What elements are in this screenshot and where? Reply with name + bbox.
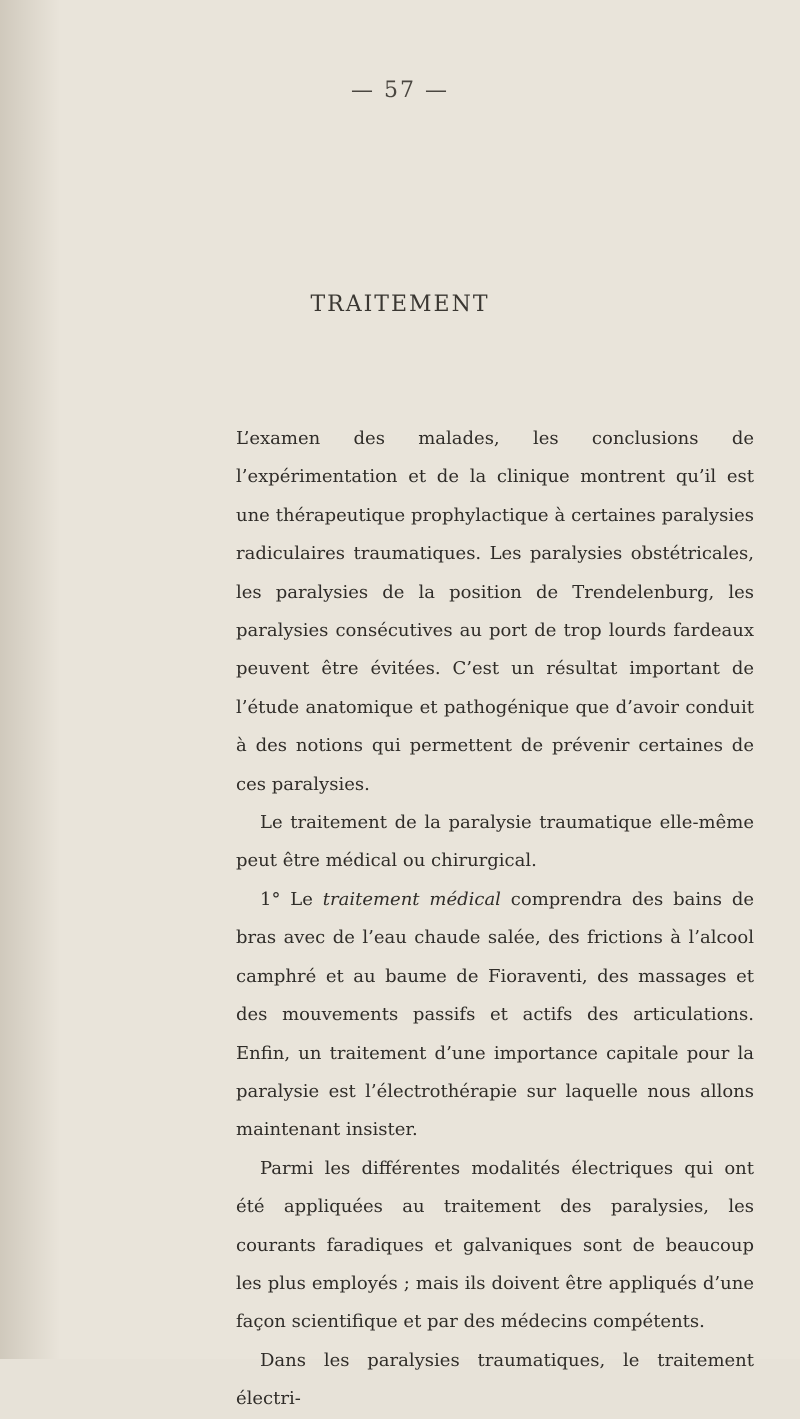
- paragraph-3: [236, 881, 754, 1150]
- paragraph-1: L’examen des malades, les conclusions de l’expérimentation et de la clinique montrent qu’il est une thérapeutique prophylactique à certaines paralysies radiculaires traumatiques. Les paralysies obstétricales, les paralysies de la position de Trendelenburg, les paralysies consécutives au port de trop lourds fardeaux peuvent être évitées. C’est un résultat important de l’étude anatomique et pathogénique que d’avoir conduit à des notions qui permettent de prévenir certaines de ces paralysies.: [236, 428, 754, 795]
- page-number: — 57 —: [351, 78, 449, 103]
- paragraph-4: Parmi les différentes modalités électriques qui ont été appliquées au traitement des paralysies, les courants faradiques et galvaniques sont de beaucoup les plus employés ; mais ils doivent être appliqués d’une façon scientifique et par des médecins compétents.: [236, 1157, 754, 1333]
- paragraph-5: Dans les paralysies traumatiques, le traitement électri-: [236, 1349, 754, 1410]
- paragraph-3-text: comprendra des bains de bras avec de l’eau chaude salée, des frictions à l’alcool camphré et au baume de Fioraventi, des massages et des mouvements passifs et actifs des articulations. Enfin, un traitement d’une importance capitale pour la paralysie est l’électrothérapie sur laquelle nous allons maintenant insister.: [236, 888, 754, 1141]
- page-edge-shading: [0, 0, 60, 1359]
- paragraph-3-italic: traitement médical: [322, 888, 501, 910]
- section-heading: TRAITEMENT: [310, 292, 490, 317]
- body-text: [236, 420, 754, 1419]
- paragraph-3-prefix: 1° Le: [260, 888, 323, 910]
- paragraph-2: Le traitement de la paralysie traumatique elle-même peut être médical ou chirurgical.: [236, 812, 754, 872]
